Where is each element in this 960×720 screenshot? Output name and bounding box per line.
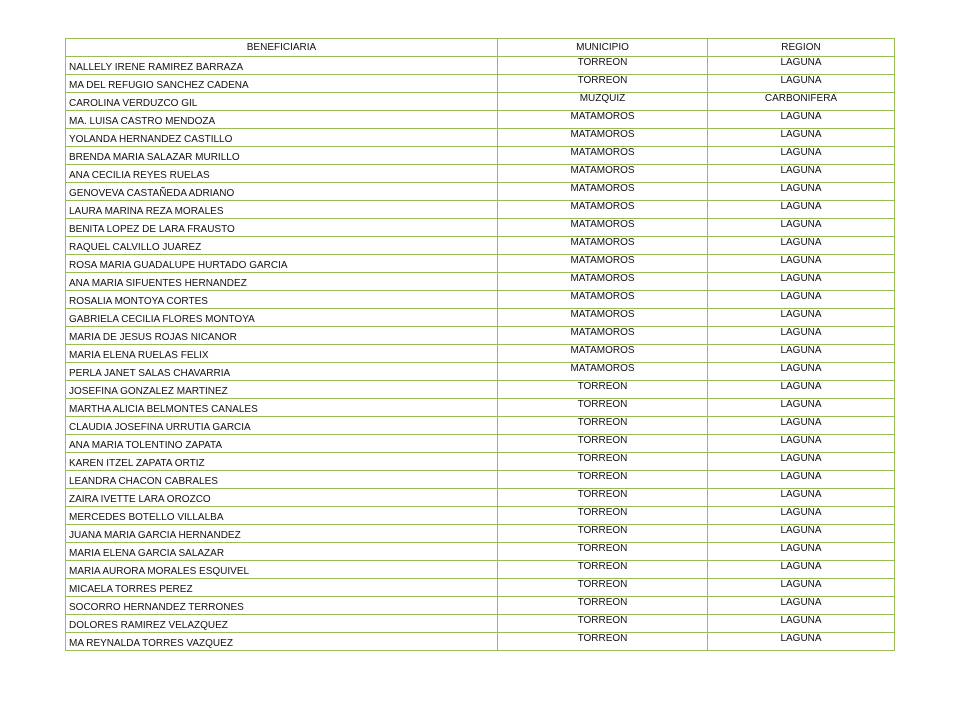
cell-beneficiaria: MA REYNALDA TORRES VAZQUEZ — [66, 633, 498, 651]
cell-region: LAGUNA — [708, 417, 895, 435]
header-municipio: MUNICIPIO — [498, 39, 708, 57]
cell-beneficiaria: ROSALIA MONTOYA CORTES — [66, 291, 498, 309]
table-row — [66, 129, 895, 147]
cell-beneficiaria: MICAELA TORRES PEREZ — [66, 579, 498, 597]
cell-municipio: TORREON — [498, 615, 708, 633]
table-row — [66, 75, 895, 93]
cell-beneficiaria: MA. LUISA CASTRO MENDOZA — [66, 111, 498, 129]
table-row — [66, 219, 895, 237]
table-row — [66, 381, 895, 399]
cell-beneficiaria: JUANA MARIA GARCIA HERNANDEZ — [66, 525, 498, 543]
cell-beneficiaria: MERCEDES BOTELLO VILLALBA — [66, 507, 498, 525]
cell-region: LAGUNA — [708, 543, 895, 561]
cell-municipio: MATAMOROS — [498, 111, 708, 129]
cell-municipio: TORREON — [498, 507, 708, 525]
table-row — [66, 579, 895, 597]
cell-municipio: TORREON — [498, 543, 708, 561]
cell-region: LAGUNA — [708, 291, 895, 309]
cell-region: LAGUNA — [708, 363, 895, 381]
cell-beneficiaria: ROSA MARIA GUADALUPE HURTADO GARCIA — [66, 255, 498, 273]
table-row — [66, 363, 895, 381]
cell-beneficiaria: KAREN ITZEL ZAPATA ORTIZ — [66, 453, 498, 471]
cell-region: LAGUNA — [708, 615, 895, 633]
table-row — [66, 525, 895, 543]
cell-municipio: TORREON — [498, 561, 708, 579]
cell-beneficiaria: GENOVEVA CASTAÑEDA ADRIANO — [66, 183, 498, 201]
cell-beneficiaria: BENITA LOPEZ DE LARA FRAUSTO — [66, 219, 498, 237]
cell-beneficiaria: PERLA JANET SALAS CHAVARRIA — [66, 363, 498, 381]
cell-municipio: TORREON — [498, 579, 708, 597]
table-row — [66, 309, 895, 327]
cell-region: LAGUNA — [708, 75, 895, 93]
cell-region: LAGUNA — [708, 399, 895, 417]
cell-beneficiaria: MA DEL REFUGIO SANCHEZ CADENA — [66, 75, 498, 93]
table-row — [66, 147, 895, 165]
table-row — [66, 399, 895, 417]
table-row — [66, 615, 895, 633]
cell-region: LAGUNA — [708, 327, 895, 345]
table-row — [66, 543, 895, 561]
cell-municipio: TORREON — [498, 453, 708, 471]
cell-municipio: MATAMOROS — [498, 147, 708, 165]
cell-region: LAGUNA — [708, 111, 895, 129]
cell-region: LAGUNA — [708, 381, 895, 399]
cell-beneficiaria: MARTHA ALICIA BELMONTES CANALES — [66, 399, 498, 417]
header-beneficiaria: BENEFICIARIA — [66, 39, 498, 57]
cell-region: LAGUNA — [708, 345, 895, 363]
table-row — [66, 57, 895, 75]
cell-beneficiaria: YOLANDA HERNANDEZ CASTILLO — [66, 129, 498, 147]
cell-region: LAGUNA — [708, 219, 895, 237]
table-row — [66, 291, 895, 309]
cell-beneficiaria: RAQUEL CALVILLO JUAREZ — [66, 237, 498, 255]
cell-municipio: TORREON — [498, 597, 708, 615]
cell-municipio: TORREON — [498, 489, 708, 507]
cell-region: LAGUNA — [708, 525, 895, 543]
cell-beneficiaria: ANA CECILIA REYES RUELAS — [66, 165, 498, 183]
cell-region: LAGUNA — [708, 471, 895, 489]
cell-region: LAGUNA — [708, 309, 895, 327]
cell-region: LAGUNA — [708, 255, 895, 273]
cell-region: LAGUNA — [708, 147, 895, 165]
cell-beneficiaria: NALLELY IRENE RAMIREZ BARRAZA — [66, 57, 498, 75]
cell-municipio: TORREON — [498, 471, 708, 489]
cell-beneficiaria: JOSEFINA GONZALEZ MARTINEZ — [66, 381, 498, 399]
cell-municipio: MATAMOROS — [498, 237, 708, 255]
cell-region: LAGUNA — [708, 201, 895, 219]
cell-municipio: MATAMOROS — [498, 291, 708, 309]
cell-municipio: MATAMOROS — [498, 165, 708, 183]
cell-region: LAGUNA — [708, 489, 895, 507]
cell-beneficiaria: BRENDA MARIA SALAZAR MURILLO — [66, 147, 498, 165]
cell-municipio: MATAMOROS — [498, 129, 708, 147]
cell-municipio: TORREON — [498, 381, 708, 399]
table-row — [66, 345, 895, 363]
cell-region: LAGUNA — [708, 633, 895, 651]
header-region: REGION — [708, 39, 895, 57]
table-row — [66, 183, 895, 201]
cell-beneficiaria: MARIA DE JESUS ROJAS NICANOR — [66, 327, 498, 345]
cell-beneficiaria: ZAIRA IVETTE LARA OROZCO — [66, 489, 498, 507]
beneficiaries-table — [65, 38, 895, 651]
cell-municipio: MUZQUIZ — [498, 93, 708, 111]
cell-municipio: TORREON — [498, 75, 708, 93]
table-row — [66, 633, 895, 651]
beneficiaries-sheet — [65, 38, 894, 651]
cell-region: LAGUNA — [708, 57, 895, 75]
table-row — [66, 273, 895, 291]
header-row — [66, 39, 895, 57]
cell-municipio: TORREON — [498, 633, 708, 651]
table-row — [66, 111, 895, 129]
cell-municipio: TORREON — [498, 399, 708, 417]
table-row — [66, 165, 895, 183]
cell-region: LAGUNA — [708, 507, 895, 525]
cell-region: LAGUNA — [708, 183, 895, 201]
cell-beneficiaria: CAROLINA VERDUZCO GIL — [66, 93, 498, 111]
cell-municipio: TORREON — [498, 525, 708, 543]
cell-beneficiaria: MARIA AURORA MORALES ESQUIVEL — [66, 561, 498, 579]
cell-municipio: MATAMOROS — [498, 183, 708, 201]
cell-municipio: MATAMOROS — [498, 201, 708, 219]
table-row — [66, 93, 895, 111]
table-body — [66, 57, 895, 651]
cell-region: LAGUNA — [708, 237, 895, 255]
table-row — [66, 471, 895, 489]
table-row — [66, 507, 895, 525]
cell-beneficiaria: ANA MARIA TOLENTINO ZAPATA — [66, 435, 498, 453]
cell-municipio: MATAMOROS — [498, 273, 708, 291]
cell-region: LAGUNA — [708, 597, 895, 615]
cell-region: LAGUNA — [708, 273, 895, 291]
table-row — [66, 201, 895, 219]
cell-municipio: MATAMOROS — [498, 327, 708, 345]
cell-region: LAGUNA — [708, 579, 895, 597]
cell-municipio: MATAMOROS — [498, 363, 708, 381]
table-row — [66, 417, 895, 435]
table-row — [66, 489, 895, 507]
table-row — [66, 327, 895, 345]
cell-beneficiaria: DOLORES RAMIREZ VELAZQUEZ — [66, 615, 498, 633]
cell-municipio: MATAMOROS — [498, 345, 708, 363]
cell-beneficiaria: CLAUDIA JOSEFINA URRUTIA GARCIA — [66, 417, 498, 435]
cell-region: LAGUNA — [708, 129, 895, 147]
cell-region: LAGUNA — [708, 165, 895, 183]
table-row — [66, 453, 895, 471]
table-row — [66, 237, 895, 255]
cell-region: LAGUNA — [708, 453, 895, 471]
cell-municipio: TORREON — [498, 57, 708, 75]
cell-municipio: MATAMOROS — [498, 255, 708, 273]
cell-beneficiaria: SOCORRO HERNANDEZ TERRONES — [66, 597, 498, 615]
cell-municipio: TORREON — [498, 417, 708, 435]
cell-beneficiaria: LAURA MARINA REZA MORALES — [66, 201, 498, 219]
cell-municipio: MATAMOROS — [498, 219, 708, 237]
table-row — [66, 435, 895, 453]
cell-region: LAGUNA — [708, 435, 895, 453]
cell-beneficiaria: GABRIELA CECILIA FLORES MONTOYA — [66, 309, 498, 327]
cell-municipio: TORREON — [498, 435, 708, 453]
cell-beneficiaria: MARIA ELENA RUELAS FELIX — [66, 345, 498, 363]
table-row — [66, 597, 895, 615]
cell-beneficiaria: MARIA ELENA GARCIA SALAZAR — [66, 543, 498, 561]
cell-region: LAGUNA — [708, 561, 895, 579]
cell-municipio: MATAMOROS — [498, 309, 708, 327]
table-row — [66, 561, 895, 579]
table-row — [66, 255, 895, 273]
cell-beneficiaria: ANA MARIA SIFUENTES HERNANDEZ — [66, 273, 498, 291]
cell-region: CARBONIFERA — [708, 93, 895, 111]
cell-beneficiaria: LEANDRA CHACON CABRALES — [66, 471, 498, 489]
